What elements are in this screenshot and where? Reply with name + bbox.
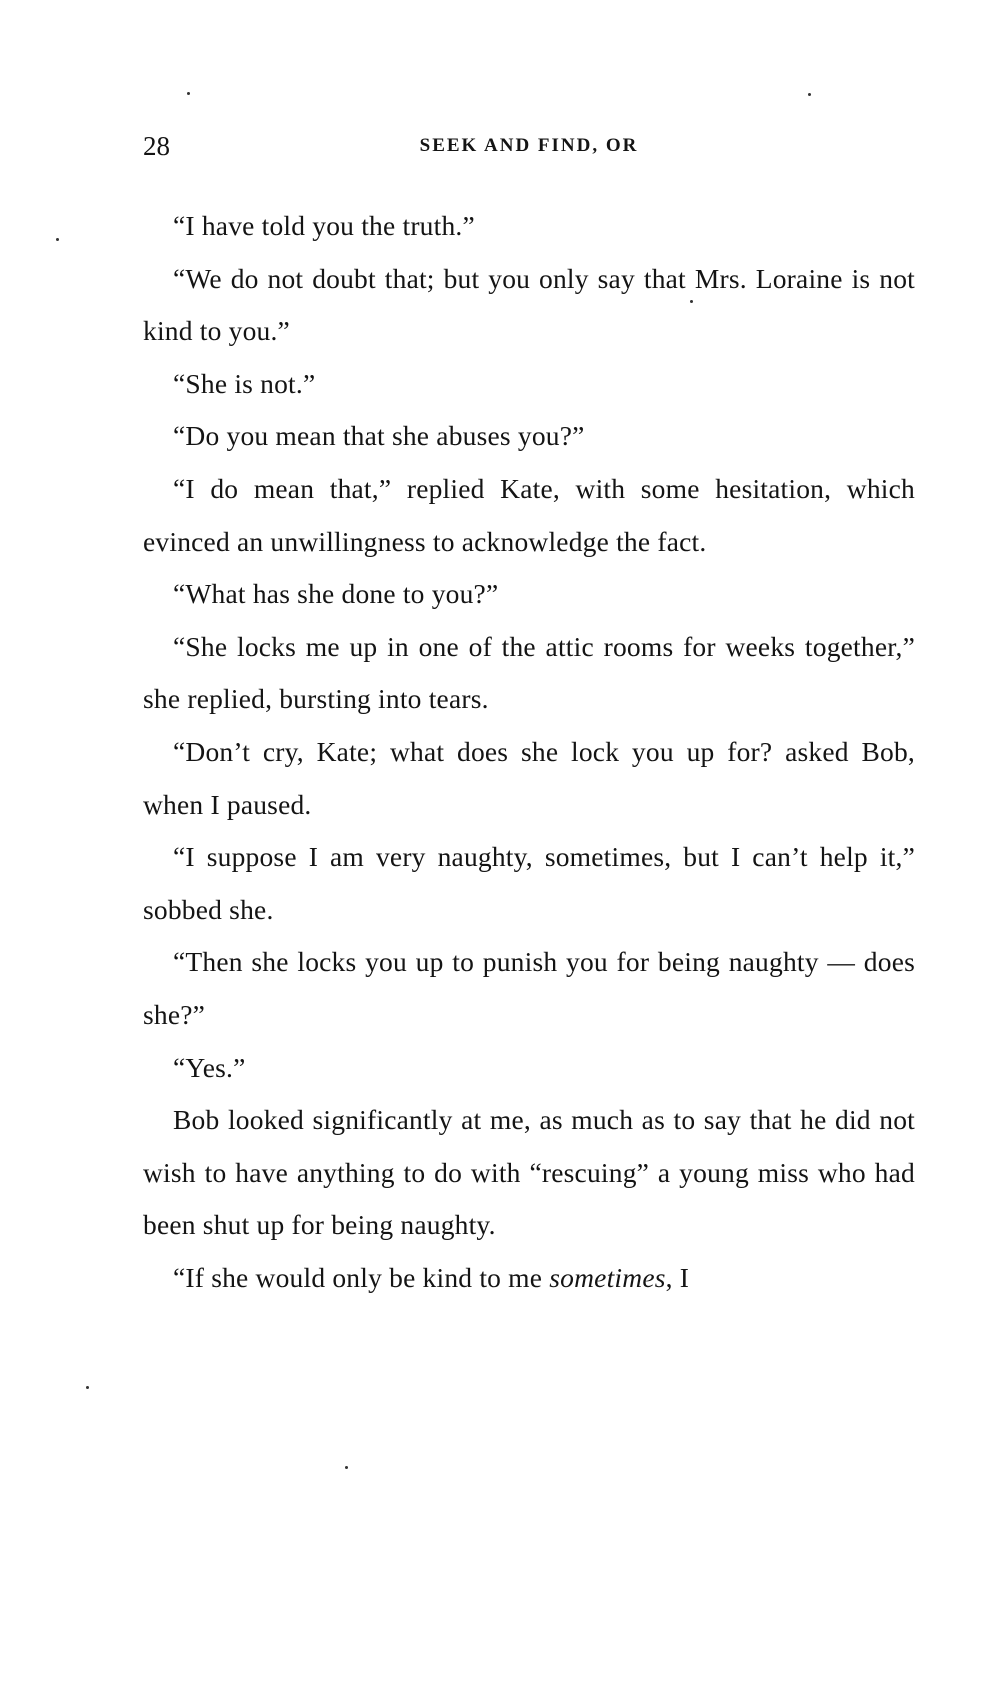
paragraph-text-before: “If she would only be kind to me xyxy=(173,1261,550,1293)
paragraph: “What has she done to you?” xyxy=(173,578,499,610)
paragraph: “She locks me up in one of the attic rooms for weeks together,” she replied, bursting into tears. xyxy=(143,630,915,715)
paragraph: “We do not doubt that; but you only say that Mrs. Loraine is not kind to you.” xyxy=(143,262,915,347)
scan-speck xyxy=(187,92,190,95)
body-text xyxy=(143,200,915,1304)
paragraph: “Do you mean that she abuses you?” xyxy=(173,420,585,452)
paragraph: Bob looked significantly at me, as much as to say that he did not wish to have anything to do with “rescuing” a young miss who had been shut up for being naughty. xyxy=(143,1104,915,1241)
paragraph: “I suppose I am very naughty, sometimes, but I can’t help it,” sobbed she. xyxy=(143,841,915,925)
paragraph: “I have told you the truth.” xyxy=(173,210,475,241)
paragraph: “I do mean that,” replied Kate, with some hesitation, which evinced an unwillingness to acknowledge the fact. xyxy=(143,472,915,557)
paragraph: “Yes.” xyxy=(173,1051,246,1083)
emphasized-word: sometimes xyxy=(549,1261,666,1293)
scan-speck xyxy=(86,1386,89,1389)
scan-speck xyxy=(345,1466,348,1469)
paragraph: “Don’t cry, Kate; what does she lock you up for? asked Bob, when I paused. xyxy=(143,735,915,820)
page-header xyxy=(143,126,915,166)
paragraph: “She is not.” xyxy=(173,367,316,399)
scan-speck xyxy=(808,93,811,96)
running-head: SEEK AND FIND, OR xyxy=(419,135,639,156)
scan-speck xyxy=(690,300,693,303)
page-number: 28 xyxy=(143,131,170,161)
paragraph-text-after: , I xyxy=(665,1261,690,1293)
paragraph: “Then she locks you up to punish you for being naughty — does she?” xyxy=(143,946,915,1030)
scan-speck xyxy=(56,238,59,241)
paragraph-with-emphasis xyxy=(143,1252,915,1305)
